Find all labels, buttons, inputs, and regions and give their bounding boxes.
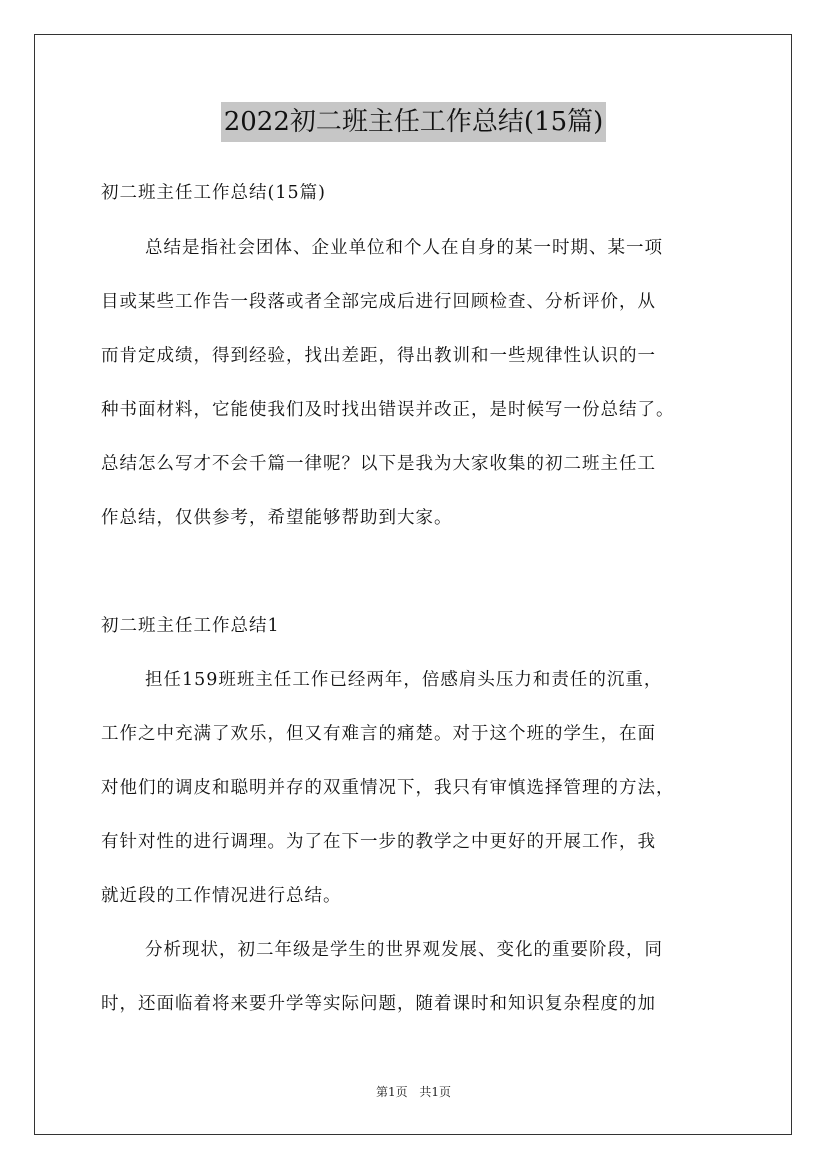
document-title: 2022初二班主任工作总结(15篇)	[221, 102, 607, 142]
paragraph-line: 分析现状，初二年级是学生的世界观发展、变化的重要阶段，同	[145, 940, 663, 960]
section-heading: 初二班主任工作总结1	[101, 616, 280, 636]
intro-line: 而肯定成绩，得到经验，找出差距，得出教训和一些规律性认识的一	[101, 346, 656, 366]
page-footer	[0, 1084, 827, 1100]
intro-line: 目或某些工作告一段落或者全部完成后进行回顾检查、分析评价，从	[101, 292, 656, 312]
intro-line: 作总结，仅供参考，希望能够帮助到大家。	[101, 508, 453, 528]
subtitle: 初二班主任工作总结(15篇)	[101, 183, 326, 203]
paragraph-line: 时，还面临着将来要升学等实际问题，随着课时和知识复杂程度的加	[101, 994, 656, 1014]
intro-line: 种书面材料，它能使我们及时找出错误并改正，是时候写一份总结了。	[101, 400, 675, 420]
paragraph-line: 工作之中充满了欢乐，但又有难言的痛楚。对于这个班的学生，在面	[101, 724, 656, 744]
paragraph-line: 有针对性的进行调理。为了在下一步的教学之中更好的开展工作，我	[101, 832, 656, 852]
page-total: 共1页	[419, 1085, 452, 1099]
paragraph-line: 就近段的工作情况进行总结。	[101, 886, 342, 906]
intro-line: 总结是指社会团体、企业单位和个人在自身的某一时期、某一项	[145, 238, 663, 258]
title-container	[0, 102, 827, 142]
page-number: 第1页	[375, 1085, 408, 1099]
paragraph-line: 担任159班班主任工作已经两年，倍感肩头压力和责任的沉重，	[145, 670, 663, 690]
paragraph-line: 对他们的调皮和聪明并存的双重情况下，我只有审慎选择管理的方法，	[101, 778, 675, 798]
intro-line: 总结怎么写才不会千篇一律呢？以下是我为大家收集的初二班主任工	[101, 454, 656, 474]
